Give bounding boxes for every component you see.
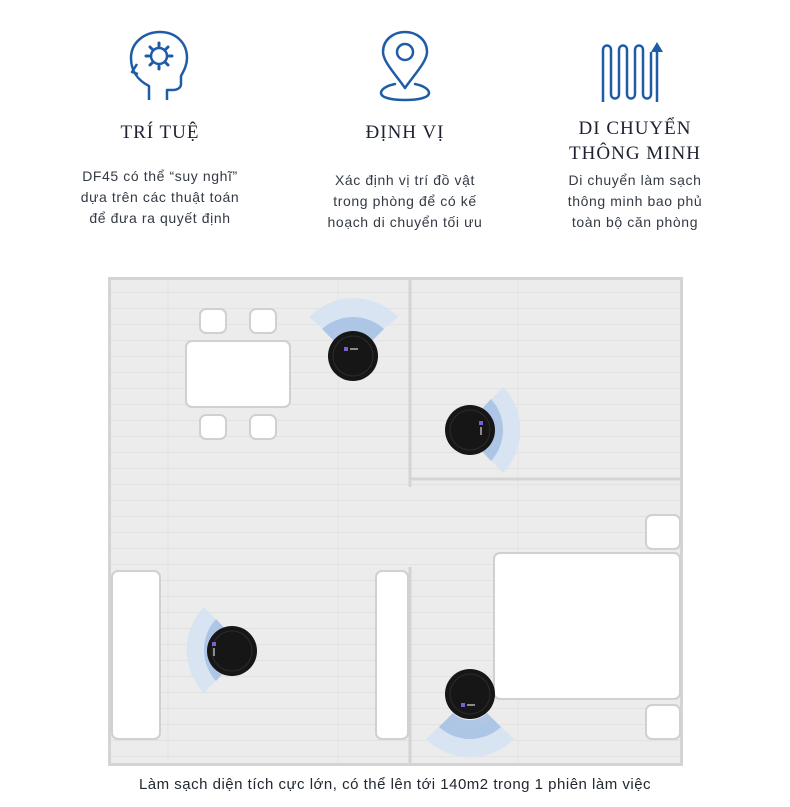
robot-indicator	[344, 347, 348, 351]
chair	[250, 415, 276, 439]
robot-indicator	[479, 421, 483, 425]
robot-body	[445, 669, 495, 719]
robot-body	[445, 405, 495, 455]
caption: Làm sạch diện tích cực lớn, có thể lên tới 140m2 trong 1 phiên làm việc	[138, 776, 652, 793]
feature-description	[290, 170, 520, 233]
desc-line: Di chuyển làm sạch	[568, 172, 702, 188]
desc-line: để đưa ra quyết định	[89, 210, 231, 226]
feature-title: ĐỊNH VỊ	[365, 122, 445, 143]
robot-indicator	[213, 648, 215, 656]
desc-line: trong phòng để có kế	[333, 193, 477, 209]
robot-indicator	[212, 642, 216, 646]
desc-line: toàn bộ căn phòng	[571, 214, 699, 230]
bed	[494, 553, 680, 699]
cabinet	[376, 571, 408, 739]
dining-table	[186, 341, 290, 407]
zigzag-path-arrow-icon	[597, 40, 673, 104]
desc-line: dựa trên các thuật toán	[80, 189, 240, 205]
chair	[250, 309, 276, 333]
nightstand	[646, 515, 680, 549]
title-line: DI CHUYỂN	[578, 118, 692, 139]
robot-indicator	[467, 704, 475, 706]
chair	[200, 309, 226, 333]
robot-body	[328, 331, 378, 381]
feature-title	[520, 116, 750, 166]
feature-title: TRÍ TUỆ	[120, 122, 200, 143]
sofa	[112, 571, 160, 739]
feature-description	[520, 170, 750, 233]
brain-gear-icon	[129, 30, 191, 102]
nightstand	[646, 705, 680, 739]
title-line: THÔNG MINH	[569, 143, 701, 164]
desc-line: DF45 có thể “suy nghĩ”	[82, 168, 238, 184]
location-pin-icon	[379, 30, 431, 102]
desc-line: hoạch di chuyển tối ưu	[327, 214, 483, 230]
robot-indicator	[480, 427, 482, 435]
robot-indicator	[461, 703, 465, 707]
desc-line: Xác định vị trí đồ vật	[334, 172, 476, 188]
robot-indicator	[350, 348, 358, 350]
feature-description	[45, 166, 275, 229]
floor-plan-illustration	[108, 277, 683, 766]
chair	[200, 415, 226, 439]
desc-line: thông minh bao phủ	[567, 193, 703, 209]
